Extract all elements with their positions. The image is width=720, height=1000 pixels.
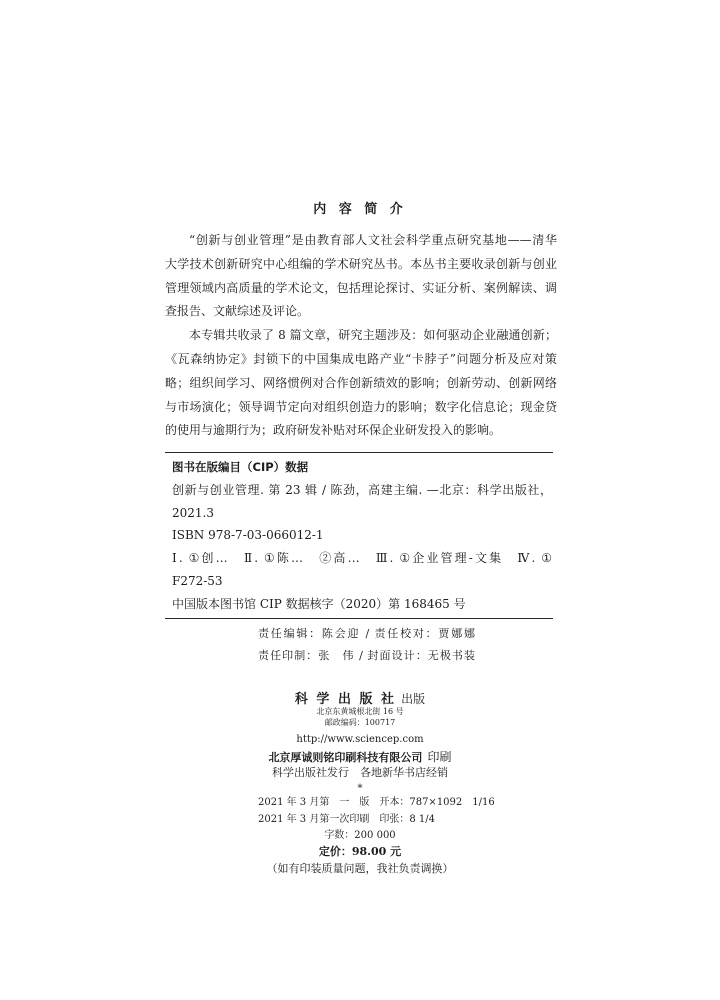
cip-bottom-rule <box>165 618 553 619</box>
summary-paragraph-1 <box>165 229 557 324</box>
editor-credit: 责任编辑：陈会迎 / 责任校对：贾娜娜 <box>258 627 475 640</box>
credits-block <box>258 623 475 667</box>
summary-body <box>165 229 557 443</box>
summary-line: 略；组织间学习、网络惯例对合作创新绩效的影响；创新劳动、创新网络 <box>165 375 557 390</box>
publisher-suffix: 出版 <box>401 692 426 706</box>
cip-classification: Ⅰ. ①创… Ⅱ. ①陈… ②高… Ⅲ. ①企业管理-文集 Ⅳ. ① <box>172 551 552 566</box>
publisher-url: http://www.sciencep.com <box>296 734 424 745</box>
summary-line: “创新与创业管理”是由教育部人文社会科学重点研究基地——清华 <box>189 233 557 247</box>
cip-line: 创新与创业管理. 第 23 辑 / 陈劲，高建主编. —北京：科学出版社， <box>172 482 552 497</box>
publisher-line <box>0 689 720 707</box>
cip-line: F272-53 <box>172 573 223 588</box>
summary-line: 的使用与逾期行为；政府研发补贴对环保企业研发投入的影响。 <box>165 423 502 438</box>
cip-top-rule <box>165 452 553 453</box>
summary-line: 大学技术创新研究中心组编的学术研究丛书。本丛书主要收录创新与创业 <box>165 256 557 271</box>
cip-block <box>172 456 552 616</box>
quality-notice: （如有印装质量问题，我社负责调换） <box>266 862 454 875</box>
summary-line: 本专辑共收录了 8 篇文章，研究主题涉及：如何驱动企业融通创新； <box>189 328 557 343</box>
publisher-postcode: 邮政编码：100717 <box>324 718 396 727</box>
printing-line: 2021 年 3 月第一次印刷 印张：8 1/4 <box>258 814 435 825</box>
cip-heading: 图书在版编目（CIP）数据 <box>172 460 309 474</box>
printer-suffix: 印刷 <box>427 750 452 764</box>
cip-isbn: ISBN 978-7-03-066012-1 <box>172 528 324 543</box>
production-credit: 责任印制：张 伟 / 封面设计：无极书装 <box>258 649 475 662</box>
separator-asterisk: * <box>357 783 363 794</box>
printer-name: 北京厚诚则铭印刷科技有限公司 <box>268 751 423 764</box>
word-count: 字数：200 000 <box>324 830 396 841</box>
summary-line: 与市场演化；领导调节定向对组织创造力的影响；数字化信息论；现金贷 <box>165 399 557 414</box>
edition-line: 2021 年 3 月第 一 版 开本：787×1092 1/16 <box>258 797 495 808</box>
cip-line: 2021.3 <box>172 505 214 520</box>
publisher-name: 科 学 出 版 社 <box>294 692 396 707</box>
summary-line: 查报告、文献综述及评论。 <box>165 304 310 319</box>
distribution-line: 科学出版社发行 各地新华书店经销 <box>272 766 448 779</box>
price: 定价：98.00 元 <box>318 845 402 858</box>
summary-line: 《瓦森纳协定》封锁下的中国集成电路产业“卡脖子”问题分析及应对策 <box>165 351 557 366</box>
cip-number: 中国版本图书馆 CIP 数据核字（2020）第 168465 号 <box>172 596 466 611</box>
publisher-address: 北京东黄城根北街 16 号 <box>316 707 404 716</box>
printer-line <box>0 748 720 764</box>
summary-line: 管理领域内高质量的学术论文，包括理论探讨、实证分析、案例解读、调 <box>165 280 557 295</box>
summary-paragraph-2 <box>165 324 557 443</box>
summary-title: 内 容 简 介 <box>313 202 407 217</box>
